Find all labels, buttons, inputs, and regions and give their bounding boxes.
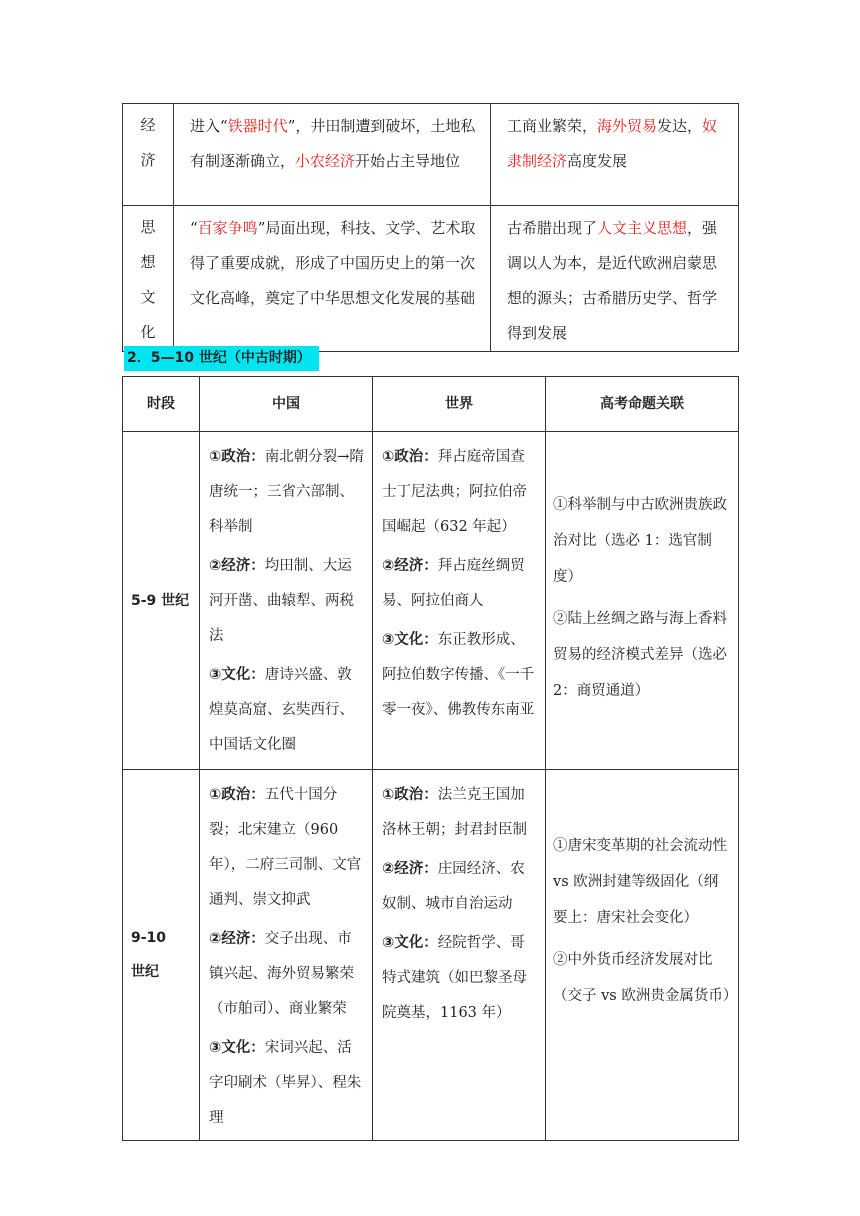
category-char: 文: [140, 288, 156, 306]
item-label: ①政治：: [209, 449, 265, 465]
exam-link-cell: [546, 770, 739, 1141]
period-cell: 9-10 世纪: [123, 770, 200, 1141]
world-cell: [491, 104, 739, 206]
list-item: [209, 1031, 364, 1136]
list-item: [209, 549, 364, 654]
text-run: 古希腊出现了: [507, 219, 598, 237]
header-world: 世界: [373, 377, 546, 432]
highlight-term: 海外贸易: [597, 117, 658, 135]
comparison-table-medieval: [122, 376, 739, 1141]
text-run: ”，井田制遭到破坏，土地私有制逐渐确立，: [190, 117, 476, 170]
text-run: ”局面出现，科技、文学、艺术取得了重要成就，形成了中国历史上的第一次文化高峰，奠定了中华思想文化发展的基础: [190, 219, 476, 307]
item-text: 拜占庭帝国查士丁尼法典；阿拉伯帝国崛起（632 年起）: [382, 449, 527, 535]
item-text: 宋词兴起、活字印刷术（毕昇）、程朱理: [209, 1040, 362, 1126]
item-text: 法兰克王国加洛林王朝；封君封臣制: [382, 787, 527, 838]
section-heading: 2．5—10 世纪（中古时期）: [124, 346, 319, 371]
world-cell: [491, 206, 739, 352]
china-cell: [200, 432, 373, 770]
item-label: ③文化：: [382, 935, 438, 951]
list-item: [209, 440, 364, 545]
item-text: 拜占庭丝绸贸易、阿拉伯商人: [382, 558, 525, 609]
list-item: [382, 623, 537, 728]
world-cell: [373, 770, 546, 1141]
item-label: ②经济：: [382, 558, 438, 574]
list-item: [209, 658, 364, 763]
category-cell: [123, 206, 174, 352]
list-item: [382, 778, 537, 848]
world-cell: [373, 432, 546, 770]
item-label: ③文化：: [382, 632, 438, 648]
list-item: [209, 922, 364, 1027]
item-text: 唐诗兴盛、敦煌莫高窟、玄奘西行、中国话文化圈: [209, 667, 354, 753]
table-row-economy: [123, 104, 739, 206]
item-label: ③文化：: [209, 1040, 265, 1056]
highlight-term: 人文主义思想: [597, 219, 688, 237]
category-char: 化: [140, 323, 156, 341]
china-cell: [174, 104, 491, 206]
text-run: 开始占主导地位: [355, 152, 461, 170]
item-text: 南北朝分裂→隋唐统一；三省六部制、科举制: [209, 449, 364, 535]
header-exam-link: 高考命题关联: [546, 377, 739, 432]
exam-link-item: ②陆上丝绸之路与海上香料贸易的经济模式差异（选必 2：商贸通道）: [553, 610, 727, 699]
table-row: [123, 432, 739, 770]
header-row: [123, 377, 739, 432]
category-char: 经: [140, 116, 156, 134]
highlight-term: 百家争鸣: [197, 219, 258, 237]
item-text: 庄园经济、农奴制、城市自治运动: [382, 861, 525, 912]
highlight-term: 小农经济: [295, 152, 356, 170]
list-item: [382, 852, 537, 922]
text-run: 进入“: [190, 117, 228, 135]
item-text: 五代十国分裂；北宋建立（960 年），二府三司制、文官通判、崇文抑武: [209, 787, 362, 908]
item-label: ②经济：: [209, 931, 265, 947]
item-label: ①政治：: [382, 787, 438, 803]
item-text: 经院哲学、哥特式建筑（如巴黎圣母院奠基，1163 年）: [382, 935, 527, 1021]
header-period: 时段: [123, 377, 200, 432]
china-cell: [174, 206, 491, 352]
text-run: 发达，: [657, 117, 703, 135]
list-item: [382, 440, 537, 545]
list-item: [382, 549, 537, 619]
exam-link-item: ①科举制与中古欧洲贵族政治对比（选必 1：选官制度）: [553, 496, 727, 585]
item-text: 交子出现、市镇兴起、海外贸易繁荣（市舶司）、商业繁荣: [209, 931, 354, 1017]
item-label: ②经济：: [209, 558, 265, 574]
category-cell: [123, 104, 174, 206]
category-char: 想: [140, 253, 156, 271]
category-char: 济: [140, 151, 156, 169]
item-label: ①政治：: [209, 787, 265, 803]
item-label: ①政治：: [382, 449, 438, 465]
exam-link-item: ②中外货币经济发展对比（交子 vs 欧洲贵金属货币）: [553, 952, 738, 1004]
highlight-term: 铁器时代: [227, 117, 288, 135]
text-run: ，强调以人为本，是近代欧洲启蒙思想的源头；古希腊历史学、哲学得到发展: [507, 219, 718, 342]
exam-link-cell: [546, 432, 739, 770]
item-text: 东正教形成、阿拉伯数字传播、《一千零一夜》、佛教传东南亚: [382, 632, 535, 718]
table-row: [123, 770, 739, 1141]
item-text: 均田制、大运河开凿、曲辕犁、两税法: [209, 558, 354, 644]
text-run: 高度发展: [567, 152, 628, 170]
header-china: 中国: [200, 377, 373, 432]
item-label: ③文化：: [209, 667, 265, 683]
highlight-term: 奴隶制经济: [507, 117, 718, 170]
exam-link-item: ①唐宋变革期的社会流动性 vs 欧洲封建等级固化（纲要上：唐宋社会变化）: [553, 838, 727, 926]
text-run: “: [190, 219, 198, 237]
list-item: [209, 778, 364, 918]
text-run: 工商业繁荣，: [507, 117, 598, 135]
table-row-culture: [123, 206, 739, 352]
period-cell: 5-9 世纪: [123, 432, 200, 770]
comparison-table-ancient: [122, 103, 739, 352]
category-char: 思: [140, 218, 156, 236]
china-cell: [200, 770, 373, 1141]
item-label: ②经济：: [382, 861, 438, 877]
list-item: [382, 926, 537, 1031]
